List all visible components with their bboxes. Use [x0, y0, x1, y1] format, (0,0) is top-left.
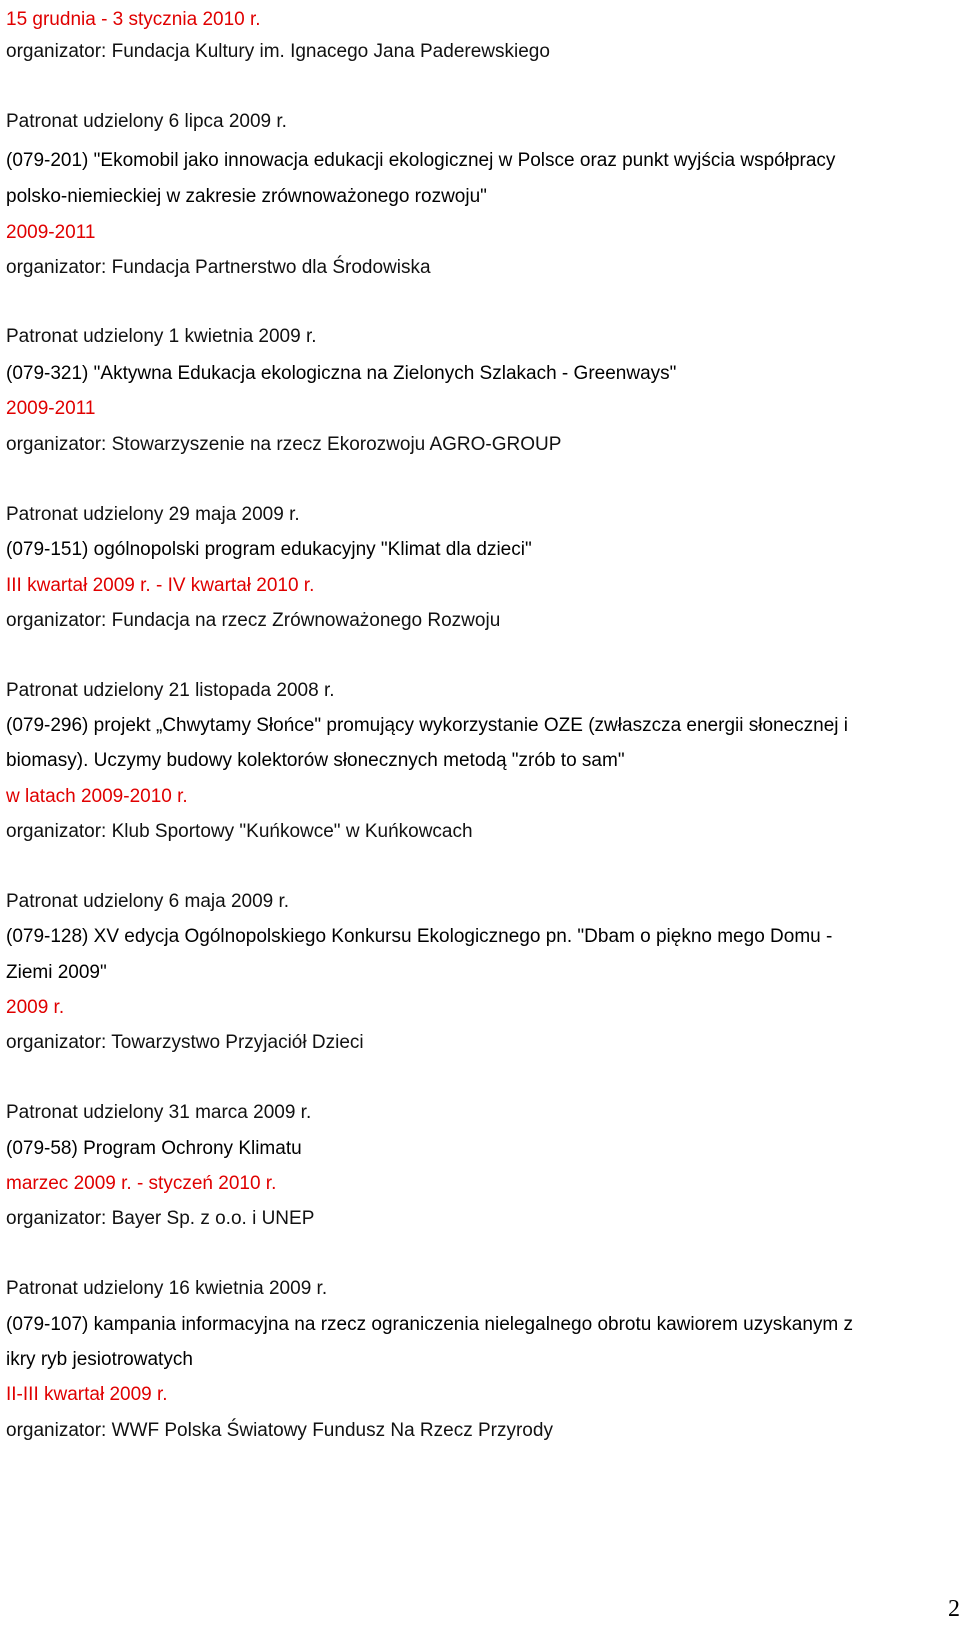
patron-date: Patronat udzielony 1 kwietnia 2009 r. — [6, 326, 317, 347]
patron-date: Patronat udzielony 31 marca 2009 r. — [6, 1102, 312, 1123]
project-organizer: organizator: Bayer Sp. z o.o. i UNEP — [6, 1208, 315, 1229]
project-title-line: (079-321) "Aktywna Edukacja ekologiczna na Zielonych Szlakach - Greenways" — [6, 363, 677, 384]
project-period: II-III kwartał 2009 r. — [6, 1384, 168, 1405]
project-title-line: (079-151) ogólnopolski program edukacyjny "Klimat dla dzieci" — [6, 539, 532, 560]
project-organizer: organizator: WWF Polska Światowy Fundusz Na Rzecz Przyrody — [6, 1420, 553, 1441]
intro-date-range: 15 grudnia - 3 stycznia 2010 r. — [6, 9, 261, 30]
project-title-line: polsko-niemieckiej w zakresie zrównoważonego rozwoju" — [6, 186, 487, 207]
project-period: III kwartał 2009 r. - IV kwartał 2010 r. — [6, 575, 315, 596]
project-period: w latach 2009-2010 r. — [6, 786, 188, 807]
patron-date: Patronat udzielony 16 kwietnia 2009 r. — [6, 1278, 328, 1299]
project-organizer: organizator: Fundacja Partnerstwo dla Środowiska — [6, 257, 431, 278]
project-title-line: biomasy). Uczymy budowy kolektorów słonecznych metodą "zrób to sam" — [6, 750, 625, 771]
patron-date: Patronat udzielony 6 lipca 2009 r. — [6, 111, 287, 132]
intro-organizer: organizator: Fundacja Kultury im. Ignacego Jana Paderewskiego — [6, 41, 550, 62]
project-period: 2009-2011 — [6, 398, 96, 419]
project-period: 2009 r. — [6, 997, 65, 1018]
project-title-line: (079-296) projekt „Chwytamy Słońce" promujący wykorzystanie OZE (zwłaszcza energii słonecznej i — [6, 715, 849, 736]
project-title-line: (079-107) kampania informacyjna na rzecz ograniczenia nielegalnego obrotu kawiorem uzyskanym z — [6, 1314, 853, 1335]
project-title-line: Ziemi 2009" — [6, 962, 107, 983]
project-organizer: organizator: Stowarzyszenie na rzecz Ekorozwoju AGRO-GROUP — [6, 434, 562, 455]
project-organizer: organizator: Towarzystwo Przyjaciół Dzieci — [6, 1032, 364, 1053]
project-title-line: ikry ryb jesiotrowatych — [6, 1349, 193, 1370]
patron-date: Patronat udzielony 21 listopada 2008 r. — [6, 680, 335, 701]
patron-date: Patronat udzielony 6 maja 2009 r. — [6, 891, 290, 912]
project-period: marzec 2009 r. - styczeń 2010 r. — [6, 1173, 277, 1194]
page-number: 2 — [948, 1596, 960, 1622]
project-organizer: organizator: Fundacja na rzecz Zrównoważonego Rozwoju — [6, 610, 501, 631]
project-title-line: (079-201) "Ekomobil jako innowacja edukacji ekologicznej w Polsce oraz punkt wyjścia współpracy — [6, 150, 836, 171]
project-organizer: organizator: Klub Sportowy "Kuńkowce" w Kuńkowcach — [6, 821, 473, 842]
project-title-line: (079-128) XV edycja Ogólnopolskiego Konkursu Ekologicznego pn. "Dbam o piękno mego Domu - — [6, 926, 833, 947]
project-title-line: (079-58) Program Ochrony Klimatu — [6, 1138, 302, 1159]
project-period: 2009-2011 — [6, 222, 96, 243]
patron-date: Patronat udzielony 29 maja 2009 r. — [6, 504, 300, 525]
